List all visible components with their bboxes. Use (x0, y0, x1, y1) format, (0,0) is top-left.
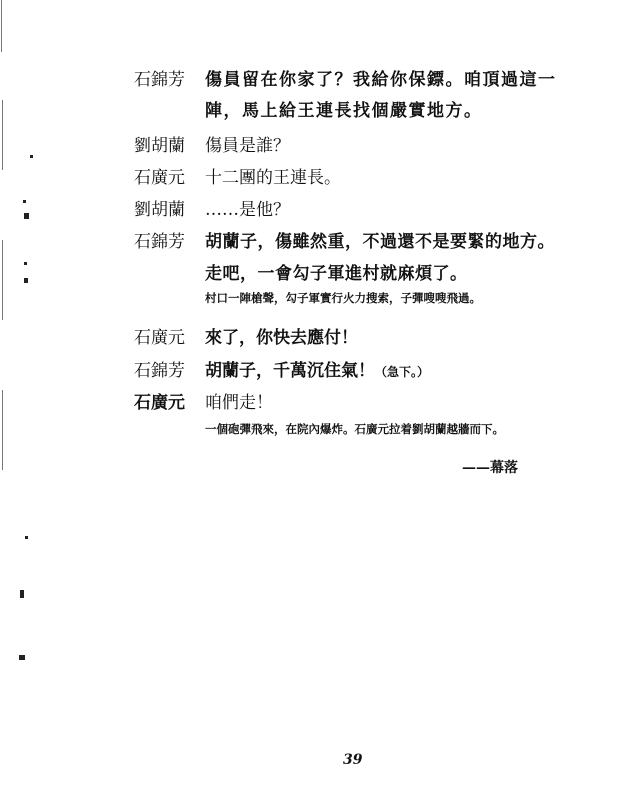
dialogue-line: 傷員是誰？ (205, 136, 290, 156)
speaker-name: 石廣元 (134, 168, 185, 188)
scan-speck (24, 262, 27, 265)
speaker-name: 石廣元 (134, 328, 185, 348)
curtain-falls: ——幕落 (462, 460, 518, 476)
scan-speck (20, 590, 24, 598)
scan-edge-line (1, 0, 2, 52)
scan-edge-line (2, 390, 3, 470)
dialogue-line: 咱們走！ (205, 393, 273, 413)
dialogue-line: 走吧，一會勾子軍進村就麻煩了。 (205, 264, 468, 284)
dialogue-line: 來了，你快去應付！ (205, 328, 358, 348)
page-number: 39 (343, 752, 363, 768)
stage-direction: 村口一陣槍聲，勾子軍實行火力搜索，子彈嗖嗖飛過。 (205, 291, 481, 305)
dialogue-line: 胡蘭子，傷雖然重，不過還不是要緊的地方。 (205, 232, 555, 252)
speaker-name: 石錦芳 (134, 232, 185, 252)
inline-stage-direction: （急下。） (375, 365, 430, 379)
scan-speck (30, 155, 33, 158)
dialogue-line: 傷員留在你家了？我給你保鏢。咱頂過這一 (205, 70, 557, 90)
scan-edge-line (2, 100, 3, 170)
dialogue-line: 陣，馬上給王連長找個嚴實地方。 (205, 101, 483, 121)
speaker-name: 石廣元 (134, 393, 185, 413)
speaker-name: 石錦芳 (134, 361, 185, 381)
scan-speck (24, 278, 28, 283)
stage-direction: 一個砲彈飛來，在院內爆炸。石廣元拉着劉胡蘭越牆而下。 (205, 422, 504, 436)
scan-speck (19, 655, 25, 660)
scan-speck (25, 536, 28, 539)
speaker-name: 劉胡蘭 (134, 136, 185, 156)
scan-speck (23, 200, 26, 203)
speaker-name: 劉胡蘭 (134, 200, 185, 220)
dialogue-line: ……是他？ (205, 200, 290, 220)
speaker-name: 石錦芳 (134, 70, 185, 90)
scan-edge-line (2, 240, 3, 320)
scan-speck (24, 213, 29, 219)
dialogue-line (205, 356, 429, 381)
dialogue-line: 十二團的王連長。 (205, 168, 341, 188)
dialogue-text: 胡蘭子，千萬沉住氣！ (205, 361, 375, 381)
